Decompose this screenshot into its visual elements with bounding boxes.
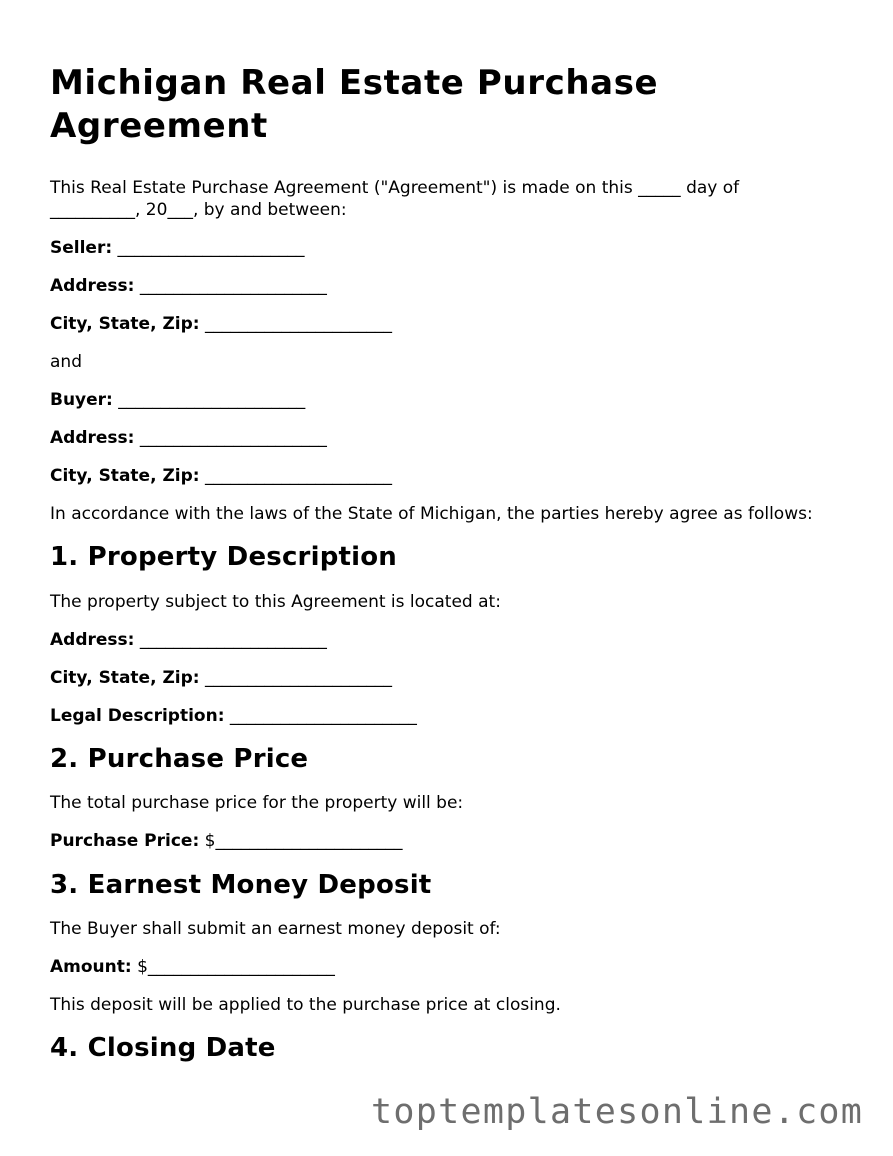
deposit-amount-blank: $______________________ — [131, 957, 335, 977]
property-address-label: Address: — [50, 630, 135, 650]
buyer-city-label: City, State, Zip: — [50, 466, 200, 486]
section-2-heading: 2. Purchase Price — [50, 744, 309, 774]
and-text: and — [50, 352, 82, 372]
section-4-heading: 4. Closing Date — [50, 1033, 276, 1063]
seller-address-blank: ______________________ — [134, 276, 327, 296]
intro-line-1: This Real Estate Purchase Agreement ("Agreement") is made on this _____ day of — [50, 178, 740, 198]
legal-description-blank: ______________________ — [224, 706, 417, 726]
property-address-field — [50, 629, 850, 651]
buyer-name-label: Buyer: — [50, 390, 113, 410]
watermark: toptemplatesonline.com — [371, 1092, 864, 1132]
buyer-address-field — [50, 427, 850, 449]
seller-city-blank: ______________________ — [199, 314, 392, 334]
legal-description-field — [50, 705, 850, 727]
deposit-amount-label: Amount: — [50, 957, 132, 977]
buyer-city-field — [50, 465, 850, 487]
property-city-blank: ______________________ — [199, 668, 392, 688]
purchase-price-blank: $______________________ — [199, 831, 403, 851]
buyer-name-blank: ______________________ — [112, 390, 306, 410]
section-3-text: The Buyer shall submit an earnest money deposit of: — [50, 919, 501, 939]
agreement-text: In accordance with the laws of the State of Michigan, the parties hereby agree as follows: — [50, 504, 813, 524]
property-city-label: City, State, Zip: — [50, 668, 200, 688]
legal-description-label: Legal Description: — [50, 706, 225, 726]
seller-address-field — [50, 275, 850, 297]
deposit-note: This deposit will be applied to the purchase price at closing. — [50, 995, 561, 1015]
purchase-price-label: Purchase Price: — [50, 831, 200, 851]
intro-line-2: __________, 20___, by and between: — [50, 200, 347, 220]
section-1-text: The property subject to this Agreement is located at: — [50, 592, 501, 612]
seller-city-field — [50, 313, 850, 335]
buyer-address-blank: ______________________ — [134, 428, 327, 448]
buyer-name-field — [50, 389, 850, 411]
seller-name-field — [50, 237, 850, 259]
seller-name-label: Seller: — [50, 238, 113, 258]
seller-address-label: Address: — [50, 276, 135, 296]
buyer-city-blank: ______________________ — [199, 466, 392, 486]
buyer-address-label: Address: — [50, 428, 135, 448]
seller-city-label: City, State, Zip: — [50, 314, 200, 334]
section-2-text: The total purchase price for the property will be: — [50, 793, 464, 813]
deposit-amount-field — [50, 956, 850, 978]
section-1-heading: 1. Property Description — [50, 542, 398, 572]
section-3-heading: 3. Earnest Money Deposit — [50, 870, 432, 900]
purchase-price-field — [50, 830, 850, 852]
property-city-field — [50, 667, 850, 689]
document — [50, 62, 850, 1064]
seller-name-blank: ______________________ — [112, 238, 305, 258]
document-title: Michigan Real Estate Purchase Agreement — [50, 63, 659, 146]
property-address-blank: ______________________ — [134, 630, 327, 650]
